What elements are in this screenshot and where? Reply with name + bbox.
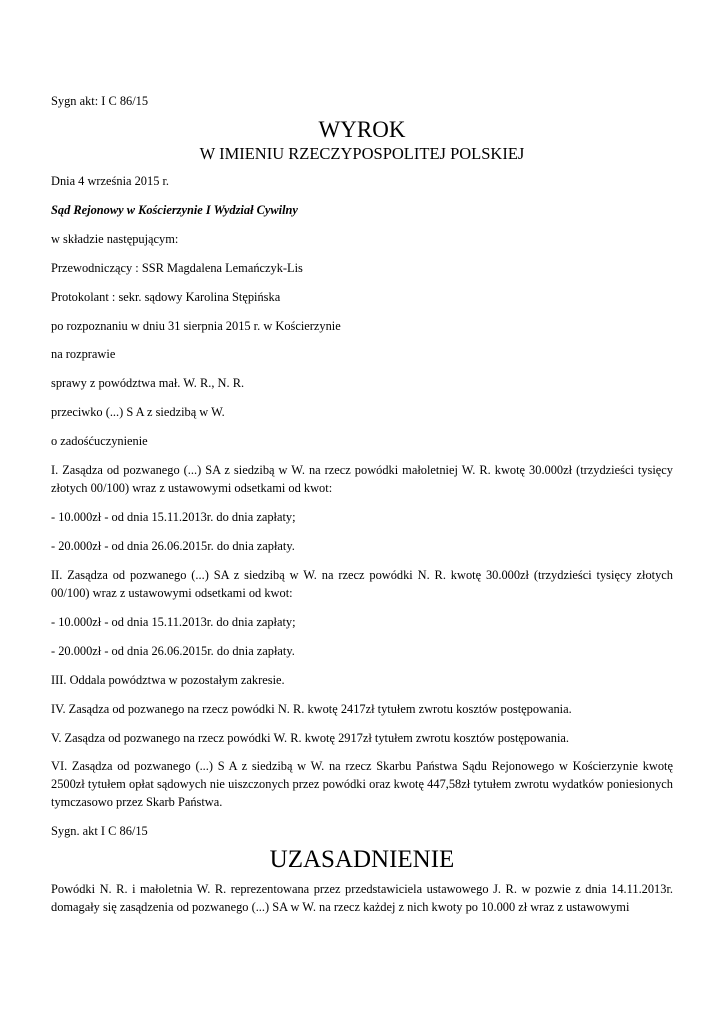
subject-of-case: o zadośćuczynienie: [51, 434, 148, 448]
composition-intro: w składzie następującym:: [51, 232, 179, 246]
verdict-point: II. Zasądza od pozwanego (...) SA z siedzibą w W. na rzecz powódki N. R. kwotę 30.000zł (trzydzieści tysięcy złotych 00/100) wraz z ustawowymi odsetkami od kwot:: [51, 568, 673, 600]
justification-title: UZASADNIENIE: [269, 846, 455, 873]
justification-case-reference: Sygn. akt I C 86/15: [51, 824, 148, 838]
verdict-point: - 10.000zł - od dnia 15.11.2013r. do dnia zapłaty;: [51, 510, 296, 524]
verdict-point: V. Zasądza od pozwanego na rzecz powódki W. R. kwotę 2917zł tytułem zwrotu kosztów postępowania.: [51, 731, 569, 745]
verdict-point: - 10.000zł - od dnia 15.11.2013r. do dnia zapłaty;: [51, 615, 296, 629]
verdict-date: Dnia 4 września 2015 r.: [51, 174, 170, 188]
court-clerk: Protokolant : sekr. sądowy Karolina Stępińska: [51, 290, 281, 304]
verdict-point: III. Oddala powództwa w pozostałym zakresie.: [51, 673, 285, 687]
justification-paragraph: Powódki N. R. i małoletnia W. R. reprezentowana przez przedstawiciela ustawowego J. R. w pozwie z dnia 14.11.2013r. domagały się zasądzenia od pozwanego (...) SA w W. na rzecz każdej z nich kwoty po 10.000 zł wraz z ustawowymi: [51, 882, 673, 914]
presiding-judge: Przewodniczący : SSR Magdalena Lemańczyk-Lis: [51, 261, 303, 275]
court-name: Sąd Rejonowy w Kościerzynie I Wydział Cywilny: [51, 203, 298, 217]
verdict-point: VI. Zasądza od pozwanego (...) S A z siedzibą w W. na rzecz Skarbu Państwa Sądu Rejonowego w Kościerzynie kwotę 2500zł tytułem opłat sądowych nie uiszczonych przez powódki oraz kwotę 447,58zł tytułem zwrotu wydatków poniesionych tymczasowo przez Skarb Państwa.: [51, 759, 673, 809]
verdict-title: WYROK: [318, 117, 406, 142]
verdict-point: - 20.000zł - od dnia 26.06.2015r. do dnia zapłaty.: [51, 644, 295, 658]
verdict-point: I. Zasądza od pozwanego (...) SA z siedzibą w W. na rzecz powódki małoletniej W. R. kwotę 30.000zł (trzydzieści tysięcy złotych 00/100) wraz z ustawowymi odsetkami od kwot:: [51, 463, 673, 495]
verdict-point: - 20.000zł - od dnia 26.06.2015r. do dnia zapłaty.: [51, 539, 295, 553]
verdict-point: IV. Zasądza od pozwanego na rzecz powódki N. R. kwotę 2417zł tytułem zwrotu kosztów postępowania.: [51, 702, 572, 716]
plaintiffs: sprawy z powództwa mał. W. R., N. R.: [51, 376, 245, 390]
verdict-subtitle: W IMIENIU RZECZYPOSPOLITEJ POLSKIEJ: [199, 144, 525, 163]
hearing-type: na rozprawie: [51, 347, 116, 361]
defendant: przeciwko (...) S A z siedzibą w W.: [51, 405, 225, 419]
case-reference: Sygn akt: I C 86/15: [51, 94, 149, 108]
hearing-info: po rozpoznaniu w dniu 31 sierpnia 2015 r. w Kościerzynie: [51, 319, 341, 333]
